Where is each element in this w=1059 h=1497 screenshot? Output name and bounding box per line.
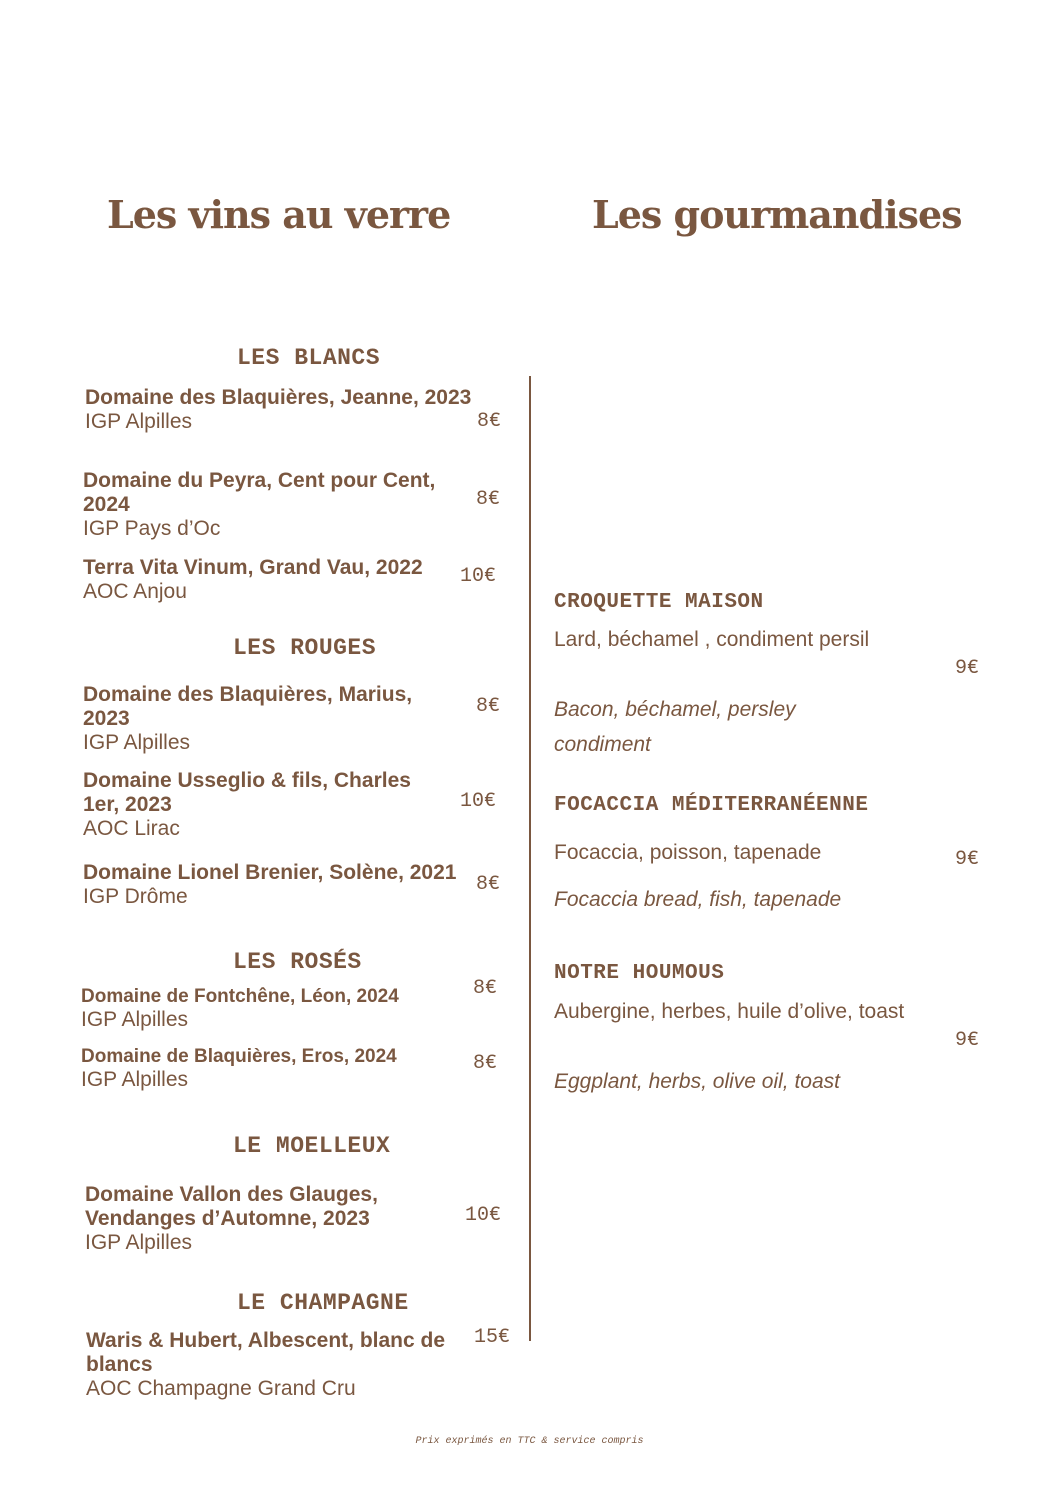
section-heading-champagne: LE CHAMPAGNE [237, 1290, 409, 1316]
wine-appellation: AOC Lirac [83, 817, 180, 840]
wine-item [81, 1045, 421, 1092]
wine-item [83, 469, 453, 541]
section-heading-blancs: LES BLANCS [237, 345, 381, 371]
food-item-title: NOTRE HOUMOUS [554, 962, 725, 985]
wine-item [81, 985, 481, 1032]
section-heading-moelleux: LE MOELLEUX [233, 1133, 391, 1159]
food-description-en: Eggplant, herbs, olive oil, toast [554, 1070, 841, 1093]
wine-price: 10€ [465, 1204, 502, 1227]
wine-appellation: IGP Alpilles [85, 1231, 192, 1254]
wine-price: 8€ [476, 488, 501, 511]
wine-price: 8€ [473, 1052, 498, 1075]
section-heading-rouges: LES ROUGES [233, 635, 377, 661]
wine-price: 10€ [460, 790, 497, 813]
wine-name: Domaine Usseglio & fils, Charles 1er, 2023 [83, 769, 411, 816]
wine-name: Domaine de Blaquières, Eros, 2024 [81, 1046, 397, 1067]
food-description-fr: Lard, béchamel , condiment persil [554, 628, 870, 651]
wine-price: 10€ [460, 565, 497, 588]
food-price: 9€ [955, 848, 980, 871]
wines-title: Les vins au verre [107, 192, 451, 237]
wine-name: Domaine des Blaquières, Marius, 2023 [83, 683, 413, 730]
wine-price: 8€ [473, 977, 498, 1000]
food-item-title: FOCACCIA MÉDITERRANÉENNE [554, 794, 869, 817]
wine-price: 8€ [476, 873, 501, 896]
food-title: Les gourmandises [592, 192, 962, 237]
wine-price: 8€ [477, 410, 502, 433]
wine-name: Domaine Vallon des Glauges, Vendanges d’Automne, 2023 [85, 1183, 378, 1230]
wine-name: Domaine des Blaquières, Jeanne, 2023 [85, 386, 472, 409]
section-heading-roses: LES ROSÉS [233, 949, 362, 975]
food-description-en: Focaccia bread, fish, tapenade [554, 888, 842, 911]
food-description-fr: Focaccia, poisson, tapenade [554, 841, 822, 864]
wine-appellation: IGP Drôme [83, 885, 188, 908]
wine-name: Waris & Hubert, Albescent, blanc de blancs [86, 1329, 446, 1376]
food-price: 9€ [955, 657, 980, 680]
wine-appellation: IGP Alpilles [85, 410, 192, 433]
wine-item [85, 1183, 455, 1255]
wine-item [83, 861, 473, 909]
wine-name: Terra Vita Vinum, Grand Vau, 2022 [83, 556, 423, 579]
food-description-fr: Aubergine, herbes, huile d’olive, toast [554, 1000, 905, 1023]
wine-item [85, 386, 485, 434]
wine-item [86, 1329, 446, 1401]
wine-appellation: AOC Anjou [83, 580, 187, 603]
wine-appellation: IGP Pays d’Oc [83, 517, 221, 540]
food-description-en: Bacon, béchamel, persley condiment [554, 698, 796, 756]
wine-name: Domaine Lionel Brenier, Solène, 2021 [83, 861, 457, 884]
wine-price: 8€ [476, 695, 501, 718]
wine-appellation: IGP Alpilles [81, 1008, 188, 1031]
wine-appellation: IGP Alpilles [81, 1068, 188, 1091]
food-item-title: CROQUETTE MAISON [554, 591, 764, 614]
wine-appellation: AOC Champagne Grand Cru [86, 1377, 356, 1400]
wine-appellation: IGP Alpilles [83, 731, 190, 754]
footer-note: Prix exprimés en TTC & service compris [415, 1436, 644, 1447]
food-price: 9€ [955, 1029, 980, 1052]
wine-name: Domaine du Peyra, Cent pour Cent, 2024 [83, 469, 436, 516]
column-divider [529, 376, 531, 1341]
wine-price: 15€ [474, 1326, 511, 1349]
wine-name: Domaine de Fontchêne, Léon, 2024 [81, 986, 399, 1007]
wine-item [83, 683, 413, 755]
wine-item [83, 556, 443, 604]
wine-item [83, 769, 413, 841]
